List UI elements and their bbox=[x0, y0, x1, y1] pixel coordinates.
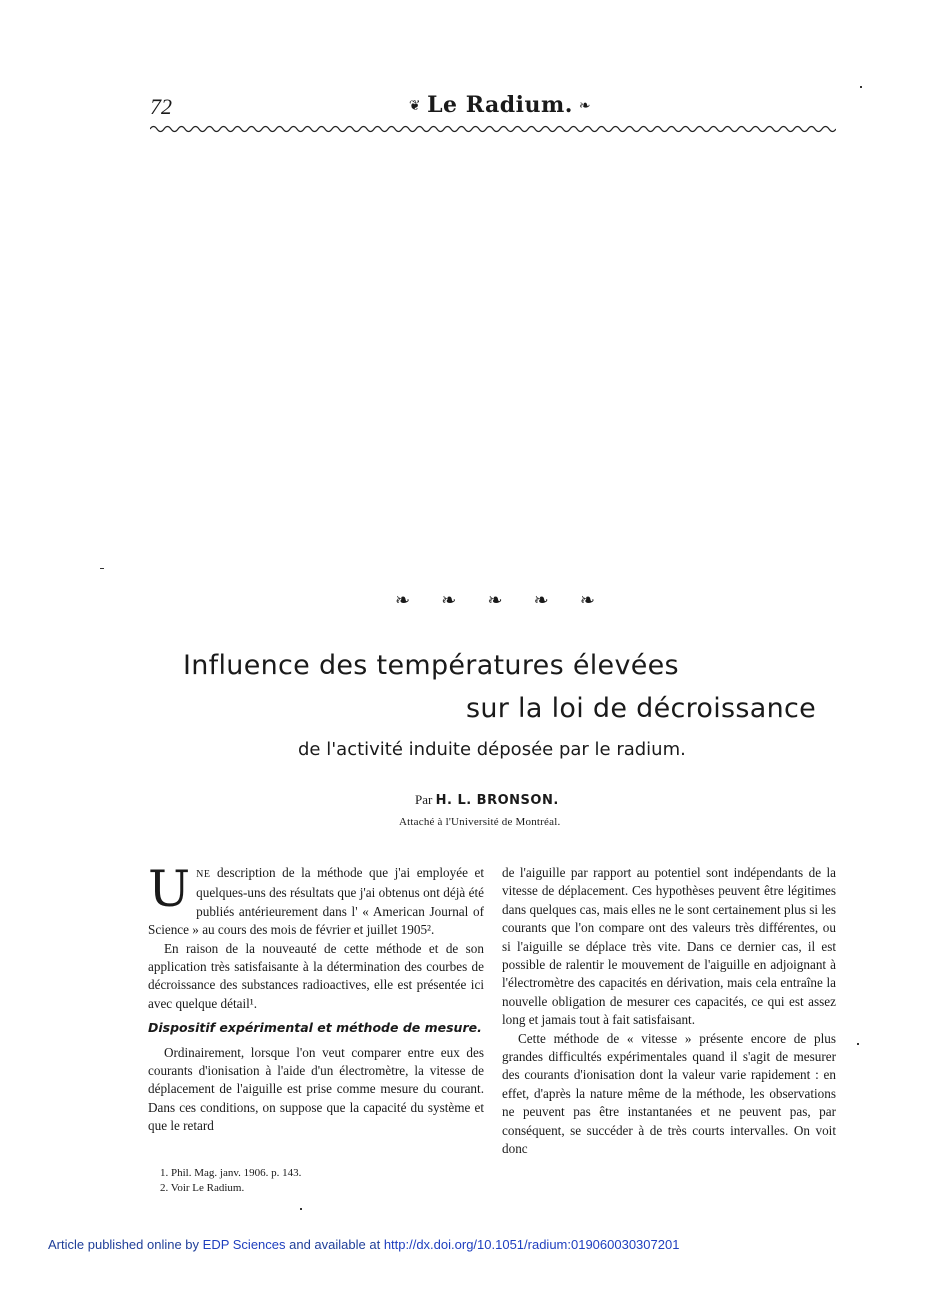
section-heading: Dispositif expérimental et méthode de mesure. bbox=[148, 1020, 482, 1036]
doi-link[interactable]: http://dx.doi.org/10.1051/radium:019060030307201 bbox=[383, 1237, 680, 1252]
small-caps-lead: NE bbox=[196, 869, 211, 880]
right-column bbox=[502, 864, 836, 1159]
scan-speck bbox=[300, 1208, 302, 1210]
article-title-line-2: sur la loi de décroissance bbox=[466, 693, 817, 724]
footer-text: Article published online by bbox=[48, 1237, 203, 1252]
fleuron-icon: ❧ bbox=[579, 590, 595, 610]
fleuron-icon: ❧ bbox=[487, 590, 503, 610]
paragraph-text: description de la méthode que j'ai employée et quelques-uns des résultats que j'ai obtenus ont déjà été publiés antérieurement dans l' « American Journal of Science » au cours des mois de février et juillet 1905². bbox=[148, 865, 484, 938]
footer-text: and available at bbox=[285, 1237, 384, 1252]
paragraph bbox=[148, 860, 484, 940]
wavy-rule-divider bbox=[150, 122, 836, 136]
drop-cap: U bbox=[148, 860, 191, 918]
running-title-text: Le Radium. bbox=[427, 92, 573, 118]
footnotes bbox=[160, 1166, 480, 1196]
footnote: 2. Voir Le Radium. bbox=[160, 1182, 245, 1194]
paragraph: de l'aiguille par rapport au potentiel sont indépendants de la vitesse de déplacement. Ces hypothèses peuvent être légitimes dans quelques cas, mais elles ne le sont certainement plus si les courants que l'on compare ont des valeurs très différentes, ou si l'aiguille se déplace très vite. Dans ce dernier cas, il est possible de ralentir le mouvement de l'aiguille en adjoignant à l'électromètre des capacités en dérivation, mais cela entraîne la nouvelle obligation de mesurer ces capacités, ce qui est assez long et jamais tout à fait satisfaisant. bbox=[502, 865, 836, 1028]
footnote: 1. Phil. Mag. janv. 1906. p. 143. bbox=[160, 1167, 302, 1179]
fleuron-icon: ❧ bbox=[395, 590, 411, 610]
publisher-link[interactable]: EDP Sciences bbox=[202, 1237, 286, 1252]
left-ornament-icon: ❦ bbox=[408, 98, 422, 114]
article-subtitle: de l'activité induite déposée par le radium. bbox=[298, 739, 686, 760]
article-title-line-1: Influence des températures élevées bbox=[183, 650, 679, 681]
byline bbox=[415, 792, 559, 808]
scan-speck bbox=[860, 86, 862, 88]
right-ornament-icon: ❧ bbox=[578, 98, 592, 114]
paragraph: En raison de la nouveauté de cette méthode et de son application très satisfaisante à la détermination des courbes de décroissance des substances radioactives, elle est présentée ici avec quelque détail¹. bbox=[148, 940, 484, 1011]
running-title bbox=[390, 92, 610, 118]
author-affiliation: Attaché à l'Université de Montréal. bbox=[399, 816, 561, 828]
fleuron-icon: ❧ bbox=[533, 590, 549, 610]
fleuron-icon: ❧ bbox=[441, 590, 457, 610]
author-name: H. L. BRONSON. bbox=[435, 793, 559, 808]
publication-footer bbox=[48, 1237, 679, 1252]
byline-prefix: Par bbox=[415, 792, 433, 807]
paragraph: Ordinairement, lorsque l'on veut comparer entre eux des courants d'ionisation à l'aide d'un électromètre, la vitesse de déplacement de l'aiguille est prise comme mesure du courant. Dans ces conditions, on suppose que la capacité du système et que le retard bbox=[148, 1044, 484, 1134]
scan-speck bbox=[857, 1043, 859, 1045]
scan-speck bbox=[100, 568, 104, 569]
ornament-row bbox=[395, 590, 595, 610]
page-number: 72 bbox=[150, 94, 172, 119]
left-column bbox=[148, 860, 484, 1136]
paragraph: Cette méthode de « vitesse » présente encore de plus grandes difficultés expérimentales quand il s'agit de mesurer des courants d'ionisation dont la valeur varie rapidement : en effet, d'après la nature même de la méthode, les observations ne peuvent pas être instantanées et ne peuvent pas, par conséquent, se succéder à de très courts intervalles. On voit donc bbox=[502, 1030, 836, 1157]
